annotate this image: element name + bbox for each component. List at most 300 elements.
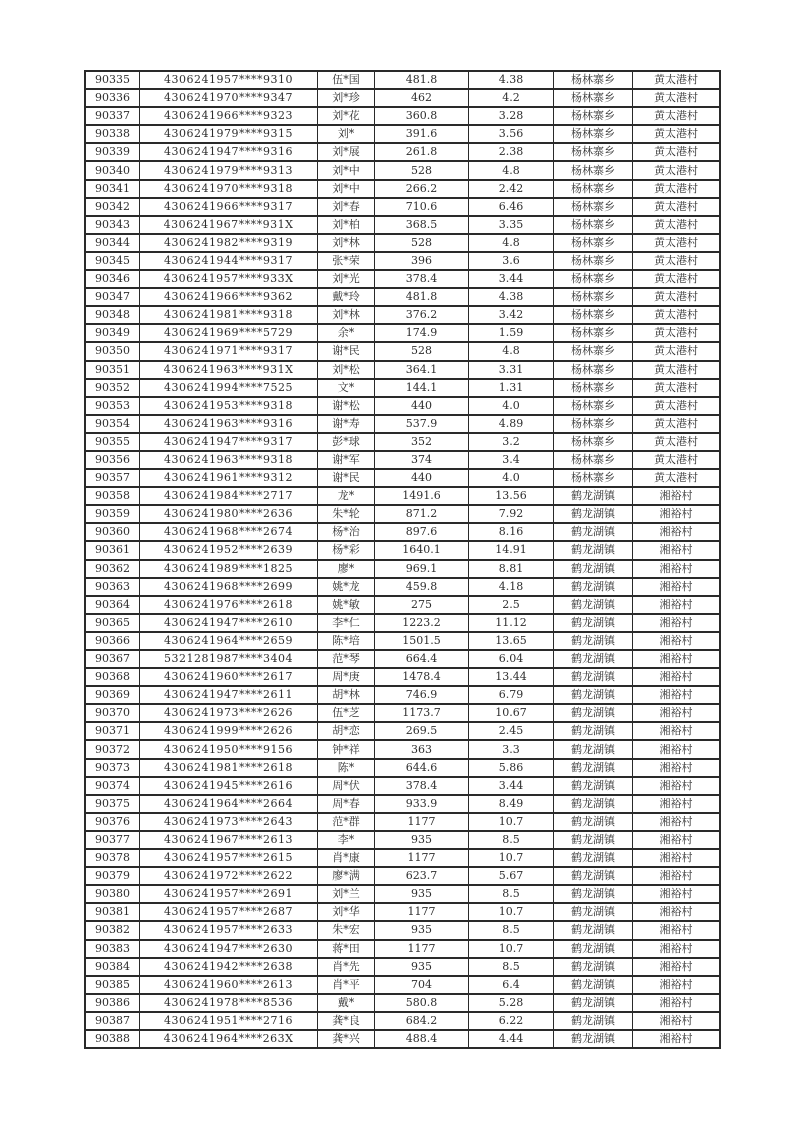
cell-name: 谢*寿 <box>318 415 375 433</box>
cell-township: 杨林寨乡 <box>554 198 633 216</box>
cell-amount: 363 <box>375 740 469 758</box>
cell-id-number: 4306241947****9317 <box>140 433 318 451</box>
cell-amount: 623.7 <box>375 867 469 885</box>
cell-area: 3.28 <box>469 107 554 125</box>
table-row <box>85 487 720 505</box>
cell-area: 10.7 <box>469 903 554 921</box>
cell-name: 谢*民 <box>318 342 375 360</box>
cell-id-number: 4306241966****9362 <box>140 288 318 306</box>
table-row <box>85 740 720 758</box>
cell-name: 文* <box>318 379 375 397</box>
table-row <box>85 560 720 578</box>
cell-amount: 935 <box>375 831 469 849</box>
cell-amount: 266.2 <box>375 180 469 198</box>
cell-id-number: 4306241947****2611 <box>140 686 318 704</box>
cell-village: 湘裕村 <box>633 777 721 795</box>
table-row <box>85 813 720 831</box>
table-row <box>85 867 720 885</box>
cell-township: 鹤龙湖镇 <box>554 831 633 849</box>
cell-id-number: 4306241978****8536 <box>140 994 318 1012</box>
cell-village: 湘裕村 <box>633 596 721 614</box>
cell-name: 张*荣 <box>318 252 375 270</box>
cell-id-number: 4306241989****1825 <box>140 560 318 578</box>
cell-area: 4.2 <box>469 89 554 107</box>
cell-serial: 90337 <box>85 107 140 125</box>
cell-amount: 528 <box>375 161 469 179</box>
cell-serial: 90340 <box>85 161 140 179</box>
cell-township: 杨林寨乡 <box>554 252 633 270</box>
cell-area: 3.6 <box>469 252 554 270</box>
cell-village: 湘裕村 <box>633 523 721 541</box>
cell-amount: 704 <box>375 976 469 994</box>
table-row <box>85 596 720 614</box>
cell-name: 伍*国 <box>318 71 375 89</box>
table-row <box>85 885 720 903</box>
cell-area: 4.44 <box>469 1030 554 1048</box>
cell-amount: 537.9 <box>375 415 469 433</box>
cell-amount: 969.1 <box>375 560 469 578</box>
cell-serial: 90381 <box>85 903 140 921</box>
cell-name: 刘*林 <box>318 234 375 252</box>
cell-village: 黄太港村 <box>633 125 721 143</box>
table-row <box>85 89 720 107</box>
cell-area: 4.89 <box>469 415 554 433</box>
cell-name: 刘*珍 <box>318 89 375 107</box>
cell-area: 3.2 <box>469 433 554 451</box>
cell-village: 湘裕村 <box>633 849 721 867</box>
cell-serial: 90382 <box>85 921 140 939</box>
cell-township: 杨林寨乡 <box>554 216 633 234</box>
cell-id-number: 4306241994****7525 <box>140 379 318 397</box>
cell-village: 黄太港村 <box>633 216 721 234</box>
cell-area: 10.7 <box>469 849 554 867</box>
cell-serial: 90364 <box>85 596 140 614</box>
cell-village: 黄太港村 <box>633 107 721 125</box>
cell-area: 3.31 <box>469 361 554 379</box>
table-row <box>85 704 720 722</box>
cell-name: 范*琴 <box>318 650 375 668</box>
cell-id-number: 4306241968****2699 <box>140 578 318 596</box>
cell-amount: 644.6 <box>375 759 469 777</box>
table-row <box>85 324 720 342</box>
table-row <box>85 650 720 668</box>
cell-area: 8.5 <box>469 958 554 976</box>
table-row <box>85 1012 720 1030</box>
cell-id-number: 4306241973****2626 <box>140 704 318 722</box>
cell-name: 李* <box>318 831 375 849</box>
table-row <box>85 614 720 632</box>
cell-village: 湘裕村 <box>633 704 721 722</box>
cell-area: 7.92 <box>469 505 554 523</box>
cell-name: 陈* <box>318 759 375 777</box>
cell-township: 鹤龙湖镇 <box>554 777 633 795</box>
cell-township: 杨林寨乡 <box>554 306 633 324</box>
cell-amount: 1491.6 <box>375 487 469 505</box>
cell-township: 鹤龙湖镇 <box>554 614 633 632</box>
cell-name: 戴* <box>318 994 375 1012</box>
cell-area: 1.59 <box>469 324 554 342</box>
cell-id-number: 4306241957****9310 <box>140 71 318 89</box>
cell-area: 8.49 <box>469 795 554 813</box>
cell-township: 鹤龙湖镇 <box>554 795 633 813</box>
table-row <box>85 921 720 939</box>
table-row <box>85 71 720 89</box>
table-row <box>85 288 720 306</box>
cell-amount: 440 <box>375 469 469 487</box>
cell-township: 鹤龙湖镇 <box>554 867 633 885</box>
cell-township: 鹤龙湖镇 <box>554 994 633 1012</box>
cell-village: 湘裕村 <box>633 722 721 740</box>
cell-name: 廖* <box>318 560 375 578</box>
cell-area: 8.5 <box>469 921 554 939</box>
cell-serial: 90349 <box>85 324 140 342</box>
cell-name: 肖*康 <box>318 849 375 867</box>
cell-amount: 352 <box>375 433 469 451</box>
cell-area: 4.0 <box>469 469 554 487</box>
cell-id-number: 4306241979****9315 <box>140 125 318 143</box>
cell-name: 蒋*田 <box>318 940 375 958</box>
cell-serial: 90388 <box>85 1030 140 1048</box>
cell-township: 鹤龙湖镇 <box>554 958 633 976</box>
cell-area: 4.8 <box>469 161 554 179</box>
table-row <box>85 234 720 252</box>
cell-area: 3.44 <box>469 777 554 795</box>
cell-amount: 459.8 <box>375 578 469 596</box>
cell-serial: 90352 <box>85 379 140 397</box>
cell-amount: 1478.4 <box>375 668 469 686</box>
cell-township: 鹤龙湖镇 <box>554 632 633 650</box>
cell-village: 黄太港村 <box>633 234 721 252</box>
table-row <box>85 306 720 324</box>
cell-township: 杨林寨乡 <box>554 143 633 161</box>
cell-township: 鹤龙湖镇 <box>554 759 633 777</box>
cell-area: 6.22 <box>469 1012 554 1030</box>
cell-area: 14.91 <box>469 541 554 559</box>
cell-township: 鹤龙湖镇 <box>554 560 633 578</box>
cell-serial: 90342 <box>85 198 140 216</box>
cell-township: 杨林寨乡 <box>554 415 633 433</box>
cell-township: 杨林寨乡 <box>554 180 633 198</box>
cell-township: 杨林寨乡 <box>554 125 633 143</box>
cell-serial: 90348 <box>85 306 140 324</box>
cell-id-number: 4306241942****2638 <box>140 958 318 976</box>
cell-village: 湘裕村 <box>633 632 721 650</box>
cell-name: 刘*中 <box>318 180 375 198</box>
table-row <box>85 451 720 469</box>
table-row <box>85 216 720 234</box>
cell-township: 杨林寨乡 <box>554 71 633 89</box>
cell-id-number: 4306241947****2630 <box>140 940 318 958</box>
cell-township: 鹤龙湖镇 <box>554 505 633 523</box>
cell-township: 杨林寨乡 <box>554 270 633 288</box>
cell-name: 刘*华 <box>318 903 375 921</box>
cell-serial: 90379 <box>85 867 140 885</box>
cell-area: 4.8 <box>469 342 554 360</box>
cell-id-number: 4306241969****5729 <box>140 324 318 342</box>
cell-id-number: 4306241944****9317 <box>140 252 318 270</box>
cell-village: 湘裕村 <box>633 1030 721 1048</box>
cell-village: 黄太港村 <box>633 180 721 198</box>
cell-amount: 1177 <box>375 813 469 831</box>
cell-serial: 90336 <box>85 89 140 107</box>
cell-serial: 90369 <box>85 686 140 704</box>
table-row <box>85 541 720 559</box>
cell-village: 湘裕村 <box>633 1012 721 1030</box>
cell-serial: 90346 <box>85 270 140 288</box>
cell-amount: 261.8 <box>375 143 469 161</box>
cell-village: 黄太港村 <box>633 306 721 324</box>
cell-area: 4.18 <box>469 578 554 596</box>
cell-amount: 488.4 <box>375 1030 469 1048</box>
cell-serial: 90383 <box>85 940 140 958</box>
cell-amount: 275 <box>375 596 469 614</box>
cell-id-number: 4306241966****9317 <box>140 198 318 216</box>
cell-serial: 90363 <box>85 578 140 596</box>
cell-village: 湘裕村 <box>633 831 721 849</box>
cell-amount: 1177 <box>375 940 469 958</box>
table-row <box>85 903 720 921</box>
cell-id-number: 4306241970****9318 <box>140 180 318 198</box>
cell-serial: 90359 <box>85 505 140 523</box>
cell-serial: 90357 <box>85 469 140 487</box>
cell-village: 黄太港村 <box>633 270 721 288</box>
cell-village: 黄太港村 <box>633 451 721 469</box>
cell-township: 鹤龙湖镇 <box>554 523 633 541</box>
cell-serial: 90358 <box>85 487 140 505</box>
cell-id-number: 4306241967****931X <box>140 216 318 234</box>
cell-serial: 90377 <box>85 831 140 849</box>
cell-village: 黄太港村 <box>633 252 721 270</box>
cell-id-number: 4306241963****931X <box>140 361 318 379</box>
cell-area: 4.0 <box>469 397 554 415</box>
cell-area: 2.45 <box>469 722 554 740</box>
cell-name: 周*伏 <box>318 777 375 795</box>
cell-village: 湘裕村 <box>633 578 721 596</box>
cell-serial: 90355 <box>85 433 140 451</box>
cell-area: 2.5 <box>469 596 554 614</box>
cell-area: 2.38 <box>469 143 554 161</box>
cell-amount: 1177 <box>375 849 469 867</box>
cell-id-number: 4306241947****9316 <box>140 143 318 161</box>
cell-village: 黄太港村 <box>633 433 721 451</box>
cell-id-number: 4306241960****2617 <box>140 668 318 686</box>
cell-area: 13.65 <box>469 632 554 650</box>
cell-serial: 90350 <box>85 342 140 360</box>
cell-village: 湘裕村 <box>633 867 721 885</box>
cell-id-number: 4306241953****9318 <box>140 397 318 415</box>
table-row <box>85 143 720 161</box>
cell-area: 6.79 <box>469 686 554 704</box>
cell-serial: 90373 <box>85 759 140 777</box>
cell-village: 黄太港村 <box>633 342 721 360</box>
cell-name: 伍*芝 <box>318 704 375 722</box>
cell-township: 鹤龙湖镇 <box>554 650 633 668</box>
cell-area: 8.5 <box>469 831 554 849</box>
cell-name: 龚*良 <box>318 1012 375 1030</box>
table-row <box>85 686 720 704</box>
cell-area: 3.44 <box>469 270 554 288</box>
cell-township: 杨林寨乡 <box>554 288 633 306</box>
cell-serial: 90372 <box>85 740 140 758</box>
cell-name: 刘*兰 <box>318 885 375 903</box>
cell-serial: 90384 <box>85 958 140 976</box>
cell-township: 鹤龙湖镇 <box>554 1030 633 1048</box>
table-row <box>85 379 720 397</box>
table-row <box>85 759 720 777</box>
cell-id-number: 4306241950****9156 <box>140 740 318 758</box>
cell-id-number: 4306241984****2717 <box>140 487 318 505</box>
cell-amount: 269.5 <box>375 722 469 740</box>
cell-serial: 90347 <box>85 288 140 306</box>
cell-village: 黄太港村 <box>633 143 721 161</box>
cell-township: 杨林寨乡 <box>554 324 633 342</box>
cell-name: 陈*培 <box>318 632 375 650</box>
table-row <box>85 397 720 415</box>
cell-serial: 90376 <box>85 813 140 831</box>
table-row <box>85 469 720 487</box>
cell-village: 黄太港村 <box>633 415 721 433</box>
cell-id-number: 4306241964****2659 <box>140 632 318 650</box>
cell-village: 黄太港村 <box>633 161 721 179</box>
cell-serial: 90353 <box>85 397 140 415</box>
cell-amount: 684.2 <box>375 1012 469 1030</box>
cell-serial: 90366 <box>85 632 140 650</box>
cell-area: 10.7 <box>469 813 554 831</box>
cell-township: 鹤龙湖镇 <box>554 578 633 596</box>
cell-amount: 1640.1 <box>375 541 469 559</box>
cell-serial: 90380 <box>85 885 140 903</box>
cell-amount: 664.4 <box>375 650 469 668</box>
cell-amount: 897.6 <box>375 523 469 541</box>
cell-amount: 481.8 <box>375 71 469 89</box>
cell-serial: 90344 <box>85 234 140 252</box>
cell-id-number: 4306241957****2691 <box>140 885 318 903</box>
cell-serial: 90362 <box>85 560 140 578</box>
cell-amount: 935 <box>375 921 469 939</box>
cell-area: 5.28 <box>469 994 554 1012</box>
cell-serial: 90345 <box>85 252 140 270</box>
cell-serial: 90341 <box>85 180 140 198</box>
cell-id-number: 4306241981****2618 <box>140 759 318 777</box>
cell-village: 湘裕村 <box>633 921 721 939</box>
cell-township: 鹤龙湖镇 <box>554 885 633 903</box>
cell-amount: 396 <box>375 252 469 270</box>
cell-serial: 90367 <box>85 650 140 668</box>
cell-township: 杨林寨乡 <box>554 361 633 379</box>
cell-amount: 528 <box>375 342 469 360</box>
cell-amount: 368.5 <box>375 216 469 234</box>
cell-name: 李*仁 <box>318 614 375 632</box>
cell-amount: 746.9 <box>375 686 469 704</box>
cell-amount: 376.2 <box>375 306 469 324</box>
cell-area: 3.35 <box>469 216 554 234</box>
cell-serial: 90338 <box>85 125 140 143</box>
cell-village: 湘裕村 <box>633 994 721 1012</box>
cell-id-number: 4306241968****2674 <box>140 523 318 541</box>
cell-name: 刘*松 <box>318 361 375 379</box>
cell-area: 5.67 <box>469 867 554 885</box>
cell-township: 鹤龙湖镇 <box>554 740 633 758</box>
cell-id-number: 4306241981****9318 <box>140 306 318 324</box>
table-row <box>85 433 720 451</box>
cell-name: 刘*花 <box>318 107 375 125</box>
cell-name: 钟*祥 <box>318 740 375 758</box>
table-row <box>85 940 720 958</box>
cell-name: 谢*民 <box>318 469 375 487</box>
cell-village: 黄太港村 <box>633 397 721 415</box>
cell-area: 3.4 <box>469 451 554 469</box>
cell-township: 鹤龙湖镇 <box>554 487 633 505</box>
cell-area: 2.42 <box>469 180 554 198</box>
cell-township: 鹤龙湖镇 <box>554 541 633 559</box>
cell-area: 13.56 <box>469 487 554 505</box>
cell-serial: 90375 <box>85 795 140 813</box>
table-row <box>85 722 720 740</box>
cell-township: 杨林寨乡 <box>554 107 633 125</box>
table-row <box>85 505 720 523</box>
cell-township: 杨林寨乡 <box>554 469 633 487</box>
cell-township: 杨林寨乡 <box>554 433 633 451</box>
table-row <box>85 415 720 433</box>
cell-serial: 90386 <box>85 994 140 1012</box>
cell-township: 鹤龙湖镇 <box>554 686 633 704</box>
cell-name: 朱*宏 <box>318 921 375 939</box>
cell-village: 湘裕村 <box>633 686 721 704</box>
cell-village: 湘裕村 <box>633 795 721 813</box>
cell-amount: 935 <box>375 958 469 976</box>
cell-area: 4.38 <box>469 288 554 306</box>
cell-serial: 90354 <box>85 415 140 433</box>
table-row <box>85 270 720 288</box>
cell-township: 杨林寨乡 <box>554 379 633 397</box>
cell-area: 10.67 <box>469 704 554 722</box>
cell-area: 6.4 <box>469 976 554 994</box>
cell-name: 刘* <box>318 125 375 143</box>
cell-name: 谢*松 <box>318 397 375 415</box>
cell-area: 6.04 <box>469 650 554 668</box>
cell-id-number: 4306241957****2687 <box>140 903 318 921</box>
cell-id-number: 4306241961****9312 <box>140 469 318 487</box>
cell-amount: 871.2 <box>375 505 469 523</box>
cell-id-number: 4306241973****2643 <box>140 813 318 831</box>
cell-name: 谢*军 <box>318 451 375 469</box>
table-row <box>85 831 720 849</box>
records-table-body <box>85 71 720 1048</box>
cell-township: 杨林寨乡 <box>554 397 633 415</box>
cell-name: 龙* <box>318 487 375 505</box>
cell-village: 黄太港村 <box>633 324 721 342</box>
table-row <box>85 632 720 650</box>
cell-township: 鹤龙湖镇 <box>554 940 633 958</box>
cell-village: 黄太港村 <box>633 379 721 397</box>
cell-serial: 90339 <box>85 143 140 161</box>
cell-amount: 360.8 <box>375 107 469 125</box>
cell-amount: 1223.2 <box>375 614 469 632</box>
cell-area: 1.31 <box>469 379 554 397</box>
cell-amount: 378.4 <box>375 777 469 795</box>
cell-amount: 933.9 <box>375 795 469 813</box>
cell-amount: 374 <box>375 451 469 469</box>
cell-area: 8.5 <box>469 885 554 903</box>
table-row <box>85 180 720 198</box>
cell-township: 杨林寨乡 <box>554 89 633 107</box>
cell-id-number: 4306241982****9319 <box>140 234 318 252</box>
cell-name: 姚*敏 <box>318 596 375 614</box>
cell-township: 杨林寨乡 <box>554 451 633 469</box>
cell-serial: 90351 <box>85 361 140 379</box>
cell-id-number: 4306241945****2616 <box>140 777 318 795</box>
cell-id-number: 5321281987****3404 <box>140 650 318 668</box>
